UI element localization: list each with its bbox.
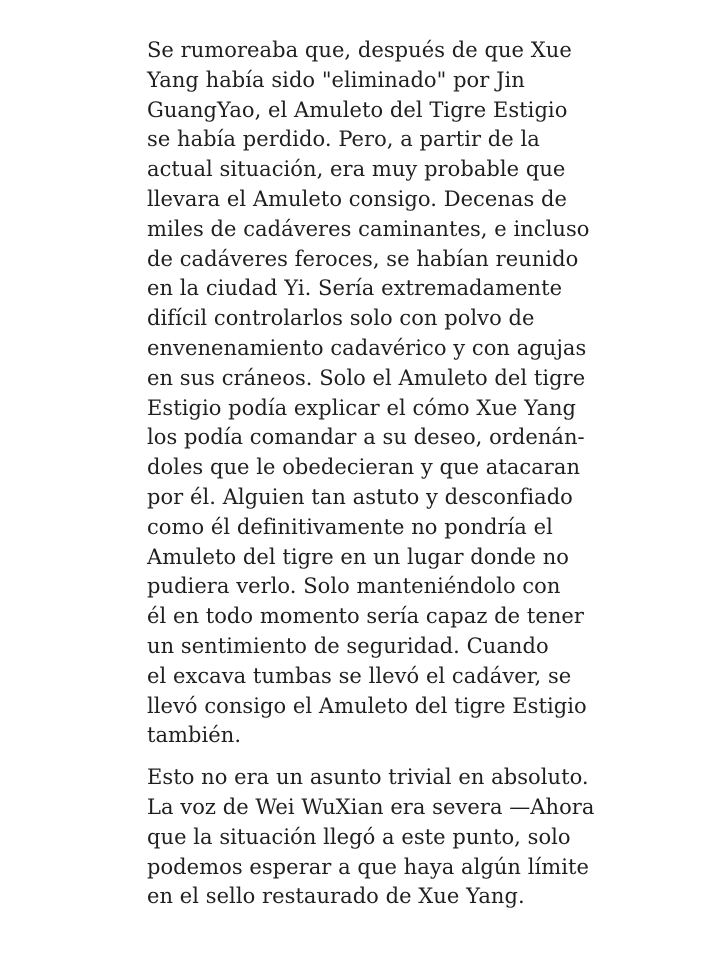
text-line: también. [147, 723, 242, 748]
text-line: de cadáveres feroces, se habían reunido [147, 246, 579, 271]
text-line: el excava tumbas se llevó el cadáver, se [147, 663, 572, 688]
text-line: actual situación, era muy probable que [147, 157, 566, 182]
text-line: Se rumoreaba que, después de que Xue [147, 38, 572, 62]
text-line: un sentimiento de seguridad. Cuando [147, 633, 549, 658]
text-line: difícil controlarlos solo con polvo de [147, 306, 535, 331]
text-line: doles que le obedecieran y que atacaran [147, 455, 581, 480]
text-line: miles de cadáveres caminantes, e incluso [147, 216, 590, 241]
paragraph-2 [147, 763, 627, 912]
text-line: en el sello restaurado de Xue Yang. [147, 884, 525, 909]
text-line: envenenamiento cadavérico y con agujas [147, 335, 587, 360]
text-line: se había perdido. Pero, a partir de la [147, 127, 540, 152]
text-line: La voz de Wei WuXian era severa —Ahora [147, 794, 595, 819]
document-body [147, 36, 627, 912]
text-line: Estigio podía explicar el cómo Xue Yang [147, 395, 577, 420]
text-line: pudiera verlo. Solo manteniéndolo con [147, 574, 561, 599]
text-line: Amuleto del tigre en un lugar donde no [147, 544, 570, 569]
text-line: los podía comandar a su deseo, ordenán- [147, 425, 585, 450]
text-line: en la ciudad Yi. Sería extremadamente [147, 276, 563, 301]
text-line: como él definitivamente no pondría el [147, 514, 553, 539]
text-line: Yang había sido "eliminado" por Jin [147, 67, 525, 92]
text-line: GuangYao, el Amuleto del Tigre Estigio [147, 97, 568, 122]
text-line: por él. Alguien tan astuto y desconfiado [147, 484, 573, 509]
text-line: llevara el Amuleto consigo. Decenas de [147, 186, 568, 211]
text-line: que la situación llegó a este punto, solo [147, 824, 571, 849]
text-line: Esto no era un asunto trivial en absoluto. [147, 765, 589, 790]
text-line: podemos esperar a que haya algún límite [147, 854, 589, 879]
text-line: llevó consigo el Amuleto del tigre Estigio [147, 693, 587, 718]
text-line: en sus cráneos. Solo el Amuleto del tigre [147, 365, 586, 390]
paragraph-1 [147, 36, 627, 751]
text-line: él en todo momento sería capaz de tener [147, 604, 584, 629]
